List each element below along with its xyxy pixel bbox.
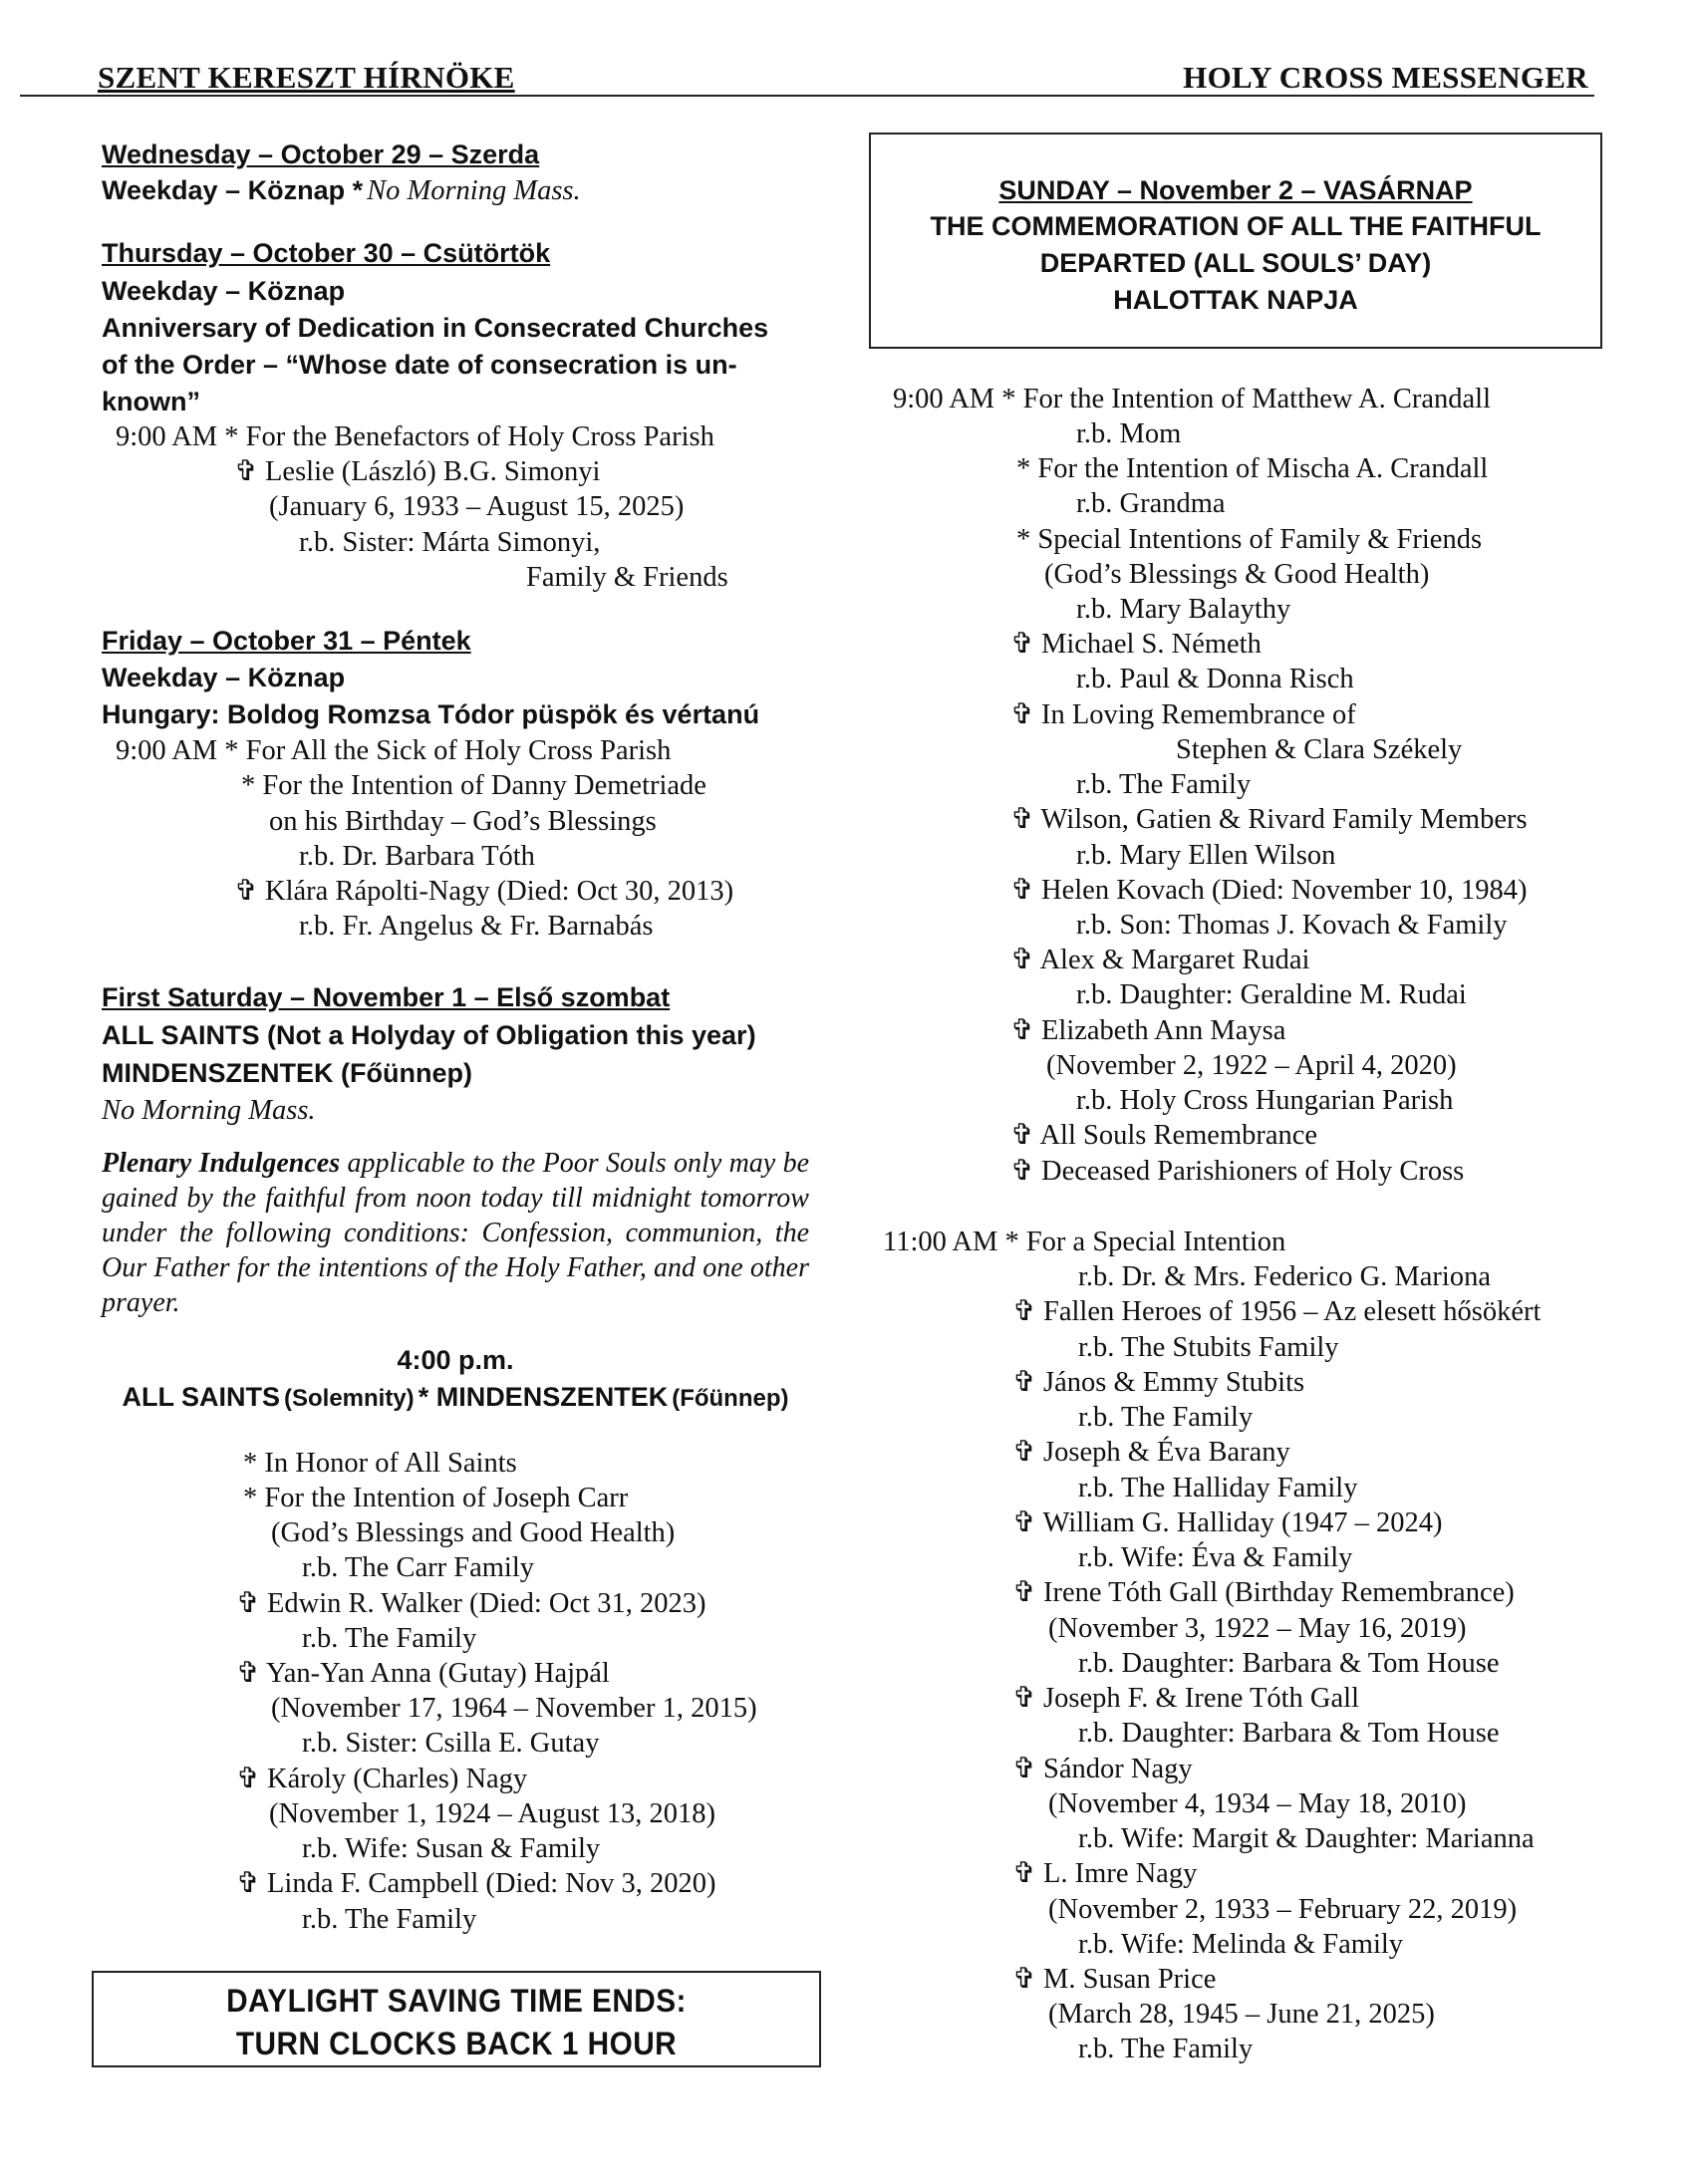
sun-11am-15: r.b. Daughter: Barbara & Tom House (1078, 1718, 1500, 1749)
thu-mass-line-1: 9:00 AM * For the Benefactors of Holy Cross Parish (116, 421, 714, 452)
cross-icon: ✞ (236, 1764, 260, 1794)
sun-11am-8: r.b. The Halliday Family (1078, 1473, 1358, 1503)
sun-11am-21: r.b. Wife: Melinda & Family (1078, 1929, 1404, 1960)
cross-icon: ✞ (1012, 1577, 1036, 1608)
sun-9am-5: * Special Intentions of Family & Friends (1016, 524, 1483, 555)
cross-icon: ✞ (1012, 1858, 1036, 1889)
fri-mass-line-2: * For the Intention of Danny Demetriade (241, 770, 706, 801)
sun-9am-2: r.b. Mom (1076, 418, 1182, 449)
sun-9am-9: r.b. Paul & Donna Risch (1076, 664, 1354, 694)
fri-weekday: Weekday – Köznap (102, 663, 346, 692)
cross-icon: ✞ (1010, 875, 1034, 906)
sat-intent-10: ✞ Károly (Charles) Nagy (236, 1764, 528, 1794)
sun-11am-18: r.b. Wife: Margit & Daughter: Marianna (1078, 1823, 1535, 1854)
fri-mass-line-3: on his Birthday – God’s Blessings (269, 806, 657, 837)
header-left-title: SZENT KERESZT HÍRNÖKE (98, 60, 515, 95)
fri-mass-line-5: ✞ Klára Rápolti-Nagy (Died: Oct 30, 2013) (234, 876, 734, 907)
sun-9am-18: r.b. Daughter: Geraldine M. Rudai (1076, 979, 1467, 1010)
cross-icon: ✞ (1010, 699, 1034, 730)
thu-mass-line-3: (January 6, 1933 – August 15, 2025) (269, 491, 685, 522)
sat-mindenszentek: MINDENSZENTEK (Főünnep) (102, 1058, 472, 1088)
sat-intent-3: (God’s Blessings and Good Health) (271, 1517, 676, 1548)
cross-icon: ✞ (1010, 945, 1034, 975)
sun-9am-3: * For the Intention of Mischa A. Crandall (1016, 453, 1489, 484)
wed-weekday: Weekday – Köznap * (102, 175, 364, 205)
dst-notice-box (92, 1971, 821, 2067)
sun-9am-7: r.b. Mary Balaythy (1076, 594, 1291, 625)
sun-11am-22: ✞ M. Susan Price (1012, 1964, 1217, 1995)
sun-9am-19: ✞ Elizabeth Ann Maysa (1010, 1015, 1286, 1046)
wed-weekday-line (102, 177, 581, 206)
sat-intent-5: ✞ Edwin R. Walker (Died: Oct 31, 2023) (236, 1588, 706, 1619)
cross-icon: ✞ (236, 1588, 260, 1619)
sat-intent-12: r.b. Wife: Susan & Family (302, 1833, 601, 1864)
header-rule (20, 95, 1594, 97)
sun-9am-4: r.b. Grandma (1076, 488, 1226, 519)
cross-icon: ✞ (1012, 1367, 1036, 1398)
sun-9am-14: r.b. Mary Ellen Wilson (1076, 840, 1336, 871)
sun-title-1: THE COMMEMORATION OF ALL THE FAITHFUL (930, 211, 1542, 241)
sat-intent-11: (November 1, 1924 – August 13, 2018) (269, 1798, 716, 1829)
plenary-indulgence-paragraph: Plenary Indulgences applicable to the Poor Souls only may be gained by the faithful from noon today till midnight tomorrow under the following conditions: Confession, communion, the Our Father for the intentions of the Holy Father, and one other prayer. (102, 1148, 810, 1318)
sunday-title-box (869, 133, 1602, 349)
sun-11am-13: r.b. Daughter: Barbara & Tom House (1078, 1648, 1500, 1679)
sun-11am-17: (November 4, 1934 – May 18, 2010) (1048, 1788, 1467, 1819)
sun-11am-14: ✞ Joseph F. & Irene Tóth Gall (1012, 1683, 1359, 1714)
cross-icon: ✞ (1010, 1015, 1034, 1046)
fri-mass-line-4: r.b. Dr. Barbara Tóth (299, 841, 535, 872)
sun-9am-22: ✞ All Souls Remembrance (1010, 1120, 1318, 1151)
sat-intent-4: r.b. The Carr Family (302, 1552, 534, 1583)
cross-icon: ✞ (234, 876, 258, 907)
sat-intent-13: ✞ Linda F. Campbell (Died: Nov 3, 2020) (236, 1868, 716, 1899)
cross-icon: ✞ (1010, 1156, 1034, 1187)
sat-all-saints: ALL SAINTS (Not a Holyday of Obligation this year) (102, 1020, 756, 1050)
sun-heading: SUNDAY – November 2 – VASÁRNAP (998, 175, 1473, 205)
sun-9am-23: ✞ Deceased Parishioners of Holy Cross (1010, 1156, 1465, 1187)
sun-9am-15: ✞ Helen Kovach (Died: November 10, 1984) (1010, 875, 1528, 906)
sat-intent-7: ✞ Yan-Yan Anna (Gutay) Hajpál (236, 1658, 610, 1689)
cross-icon: ✞ (1012, 1754, 1036, 1784)
sun-11am-20: (November 2, 1933 – February 22, 2019) (1048, 1894, 1518, 1925)
sun-11am-6: r.b. The Family (1078, 1402, 1254, 1433)
cross-icon: ✞ (1012, 1296, 1036, 1327)
dst-line-1: DAYLIGHT SAVING TIME ENDS: (226, 1983, 687, 2019)
fri-mass-line-6: r.b. Fr. Angelus & Fr. Barnabás (299, 911, 654, 942)
cross-icon: ✞ (1012, 1507, 1036, 1538)
cross-icon: ✞ (1012, 1964, 1036, 1995)
sun-9am-17: ✞ Alex & Margaret Rudai (1010, 945, 1310, 975)
sat-solemnity: ALL SAINTS (Solemnity) * MINDENSZENTEK (Főünnep) (122, 1382, 789, 1412)
sat-intent-8: (November 17, 1964 – November 1, 2015) (271, 1693, 757, 1724)
sun-11am-24: r.b. The Family (1078, 2034, 1254, 2064)
sun-9am-6: (God’s Blessings & Good Health) (1044, 559, 1430, 590)
sun-9am-16: r.b. Son: Thomas J. Kovach & Family (1076, 910, 1508, 941)
sun-9am-8: ✞ Michael S. Németh (1010, 629, 1262, 660)
sat-intent-14: r.b. The Family (302, 1904, 477, 1935)
sat-intent-9: r.b. Sister: Csilla E. Gutay (302, 1728, 600, 1759)
sun-11am-7: ✞ Joseph & Éva Barany (1012, 1437, 1290, 1468)
sun-title-2: DEPARTED (ALL SOULS’ DAY) (1039, 248, 1432, 278)
sun-9am-1: 9:00 AM * For the Intention of Matthew A. Crandall (893, 384, 1492, 414)
sun-11am-12: (November 3, 1922 – May 16, 2019) (1048, 1613, 1467, 1644)
cross-icon: ✞ (1012, 1437, 1036, 1468)
fri-heading: Friday – October 31 – Péntek (102, 626, 471, 656)
cross-icon: ✞ (1010, 629, 1034, 660)
sun-9am-13: ✞ Wilson, Gatien & Rivard Family Members (1010, 804, 1528, 835)
thu-weekday: Weekday – Köznap (102, 276, 346, 306)
sat-intent-2: * For the Intention of Joseph Carr (243, 1483, 629, 1513)
sat-heading: First Saturday – November 1 – Első szombat (102, 982, 671, 1012)
sun-11am-19: ✞ L. Imre Nagy (1012, 1858, 1198, 1889)
header-right-title: HOLY CROSS MESSENGER (1183, 60, 1588, 95)
sun-11am-2: r.b. Dr. & Mrs. Federico G. Mariona (1078, 1261, 1491, 1292)
fri-hungary: Hungary: Boldog Romzsa Tódor püspök és vértanú (102, 699, 760, 729)
sun-9am-12: r.b. The Family (1076, 769, 1252, 800)
sun-9am-11: Stephen & Clara Székely (1176, 734, 1463, 765)
sun-11am-16: ✞ Sándor Nagy (1012, 1754, 1193, 1784)
thu-mass-line-2: ✞ Leslie (László) B.G. Simonyi (234, 456, 601, 487)
sun-9am-10: ✞ In Loving Remembrance of (1010, 699, 1356, 730)
thu-anniv-line-2: of the Order – “Whose date of consecration is un- (102, 350, 737, 380)
wed-heading: Wednesday – October 29 – Szerda (102, 139, 540, 169)
sun-9am-21: r.b. Holy Cross Hungarian Parish (1076, 1085, 1454, 1116)
cross-icon: ✞ (236, 1658, 260, 1689)
sun-11am-9: ✞ William G. Halliday (1947 – 2024) (1012, 1507, 1443, 1538)
dst-line-2: TURN CLOCKS BACK 1 HOUR (235, 2026, 678, 2061)
thu-mass-line-4: r.b. Sister: Márta Simonyi, (299, 527, 601, 558)
sat-intent-6: r.b. The Family (302, 1623, 477, 1654)
thu-mass-line-5: Family & Friends (526, 562, 728, 593)
sun-11am-11: ✞ Irene Tóth Gall (Birthday Remembrance) (1012, 1577, 1515, 1608)
sun-11am-4: r.b. The Stubits Family (1078, 1332, 1339, 1363)
thu-anniv-line-3: known” (102, 387, 200, 416)
sat-no-mass: No Morning Mass. (102, 1095, 316, 1126)
cross-icon: ✞ (1010, 804, 1034, 835)
cross-icon: ✞ (1010, 1120, 1034, 1151)
sun-title-3: HALOTTAK NAPJA (1113, 285, 1358, 315)
cross-icon: ✞ (1012, 1683, 1036, 1714)
sun-11am-1: 11:00 AM * For a Special Intention (883, 1227, 1286, 1257)
thu-heading: Thursday – October 30 – Csütörtök (102, 238, 551, 268)
thu-anniv-line-1: Anniversary of Dedication in Consecrated Churches (102, 313, 769, 343)
sun-11am-3: ✞ Fallen Heroes of 1956 – Az elesett hősökért (1012, 1296, 1542, 1327)
sat-time: 4:00 p.m. (397, 1345, 514, 1375)
sun-11am-23: (March 28, 1945 – June 21, 2025) (1048, 1999, 1435, 2030)
wed-note: No Morning Mass. (367, 175, 581, 206)
cross-icon: ✞ (236, 1868, 260, 1899)
sun-11am-5: ✞ János & Emmy Stubits (1012, 1367, 1305, 1398)
fri-mass-line-1: 9:00 AM * For All the Sick of Holy Cross Parish (116, 735, 672, 766)
sun-9am-20: (November 2, 1922 – April 4, 2020) (1046, 1050, 1457, 1081)
sat-intent-1: * In Honor of All Saints (243, 1448, 517, 1479)
cross-icon: ✞ (234, 456, 258, 487)
sun-11am-10: r.b. Wife: Éva & Family (1078, 1542, 1353, 1573)
